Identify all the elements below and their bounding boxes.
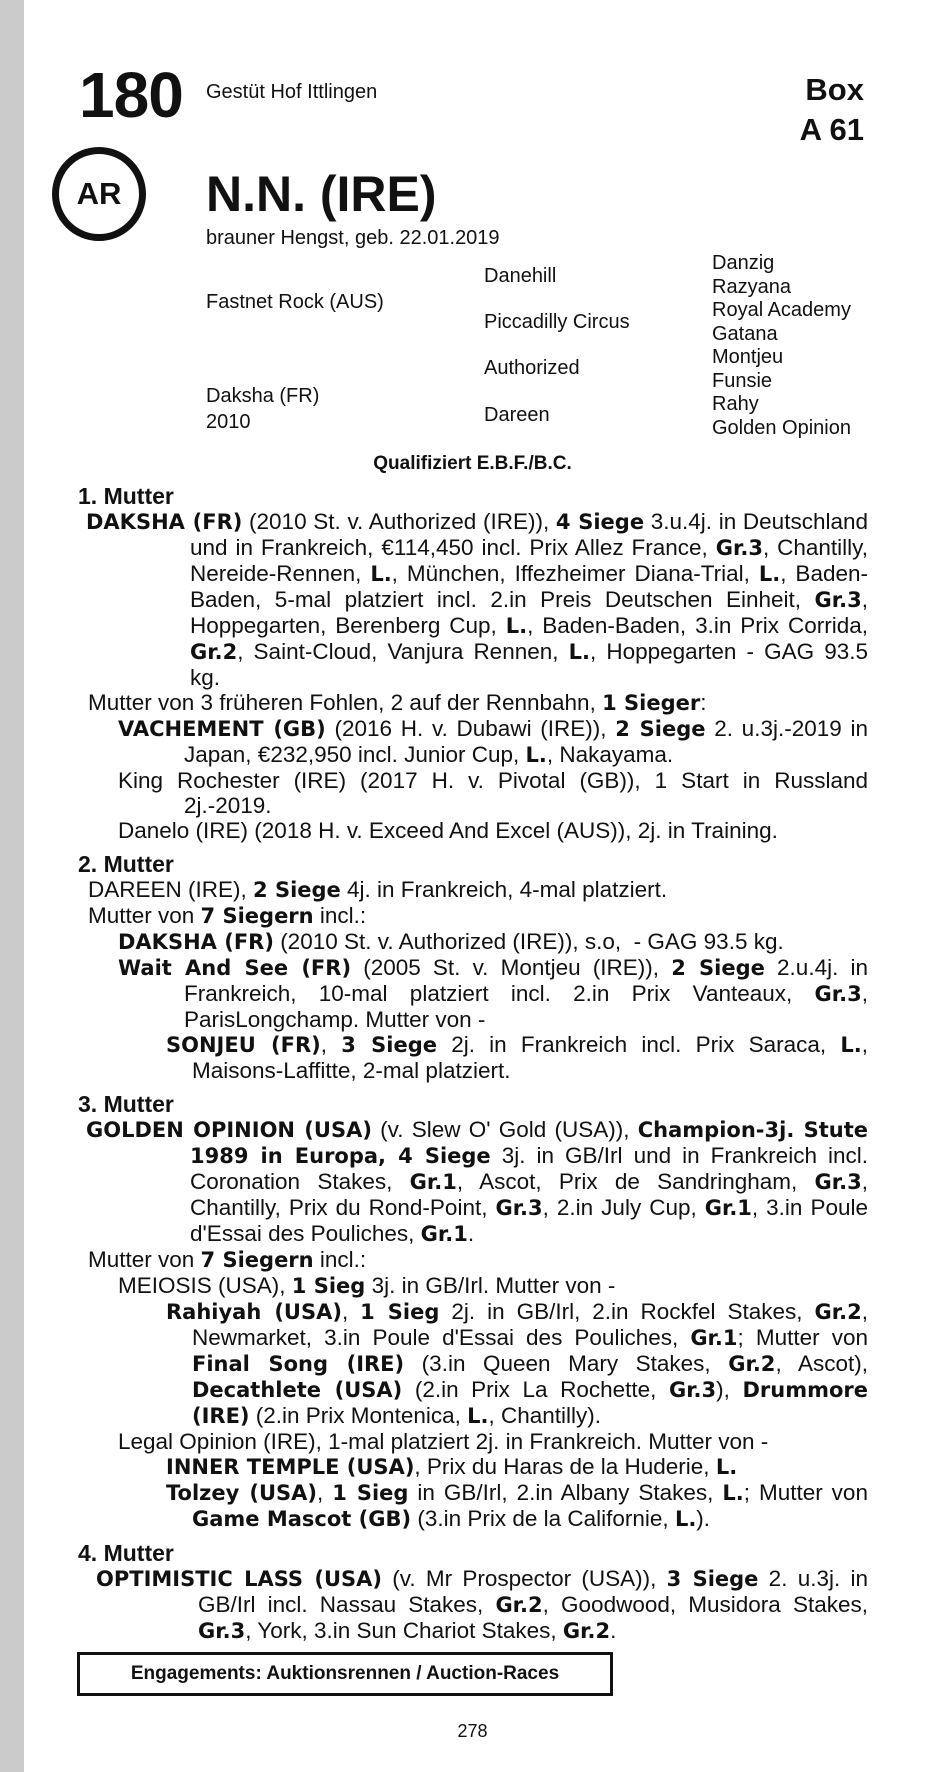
pedigree-dam-sire: Authorized	[484, 357, 580, 379]
pedigree-ancestor: Funsie	[712, 370, 773, 392]
offspring-summary: Mutter von 7 Siegern incl.:	[88, 1247, 367, 1272]
qualification-note: Qualifiziert E.B.F./B.C.	[373, 453, 572, 474]
page-side-bar	[0, 0, 24, 1772]
box-label: Box	[805, 72, 864, 107]
dam-entry: OPTIMISTIC LASS (USA) (v. Mr Prospector (USA)), 3 Siege 2. u.3j. in GB/Irl incl. Nassau Stakes, Gr.2, Goodwood, Musidora Stakes, Gr.3, York, 3.in Sun Chariot Stakes, Gr.2.	[96, 1566, 869, 1643]
section-heading-3: 3. Mutter	[78, 1091, 174, 1117]
horse-description: brauner Hengst, geb. 22.01.2019	[206, 227, 500, 249]
page-number: 278	[457, 1721, 488, 1741]
breeder-name: Gestüt Hof Ittlingen	[206, 81, 378, 103]
pedigree-sire-sire: Danehill	[484, 265, 557, 287]
pedigree-sire-dam: Piccadilly Circus	[484, 311, 630, 333]
offspring-entry: King Rochester (IRE) (2017 H. v. Pivotal (GB)), 1 Start in Russland 2j.-2019.	[118, 768, 868, 818]
dam-entry: DAKSHA (FR) (2010 St. v. Authorized (IRE)), 4 Siege 3.u.4j. in Deutschland und in Frankreich, €114,450 incl. Prix Allez France, Gr.3, Chantilly, Nereide-Rennen, L., München, Iffezheimer Diana-Trial, L., Baden-Baden, 5-mal platziert incl. 2.in Preis Deutschen Einheit, Gr.3, Hoppegarten, Berenberg Cup, L., Baden-Baden, 3.in Prix Corrida, Gr.2, Saint-Cloud, Vanjura Rennen, L., Hoppegarten - GAG 93.5 kg.	[86, 509, 868, 690]
horse-name: N.N. (IRE)	[206, 166, 437, 222]
lot-number: 180	[79, 59, 183, 131]
ar-badge: AR	[52, 147, 146, 241]
pedigree-ancestor: Gatana	[712, 323, 778, 345]
offspring-entry: Wait And See (FR) (2005 St. v. Montjeu (IRE)), 2 Siege 2.u.4j. in Frankreich, 10-mal platziert incl. 2.in Prix Vanteaux, Gr.3, ParisLongchamp. Mutter von -	[118, 955, 869, 1032]
offspring-entry: VACHEMENT (GB) (2016 H. v. Dubawi (IRE)), 2 Siege 2. u.3j.-2019 in Japan, €232,950 incl. Junior Cup, L., Nakayama.	[118, 716, 868, 767]
offspring-entry: MEIOSIS (USA), 1 Sieg 3j. in GB/Irl. Mutter von -	[118, 1273, 616, 1298]
offspring-summary: Mutter von 7 Siegern incl.:	[88, 903, 367, 928]
offspring-summary: Mutter von 3 früheren Fohlen, 2 auf der Rennbahn, 1 Sieger:	[88, 690, 707, 715]
dam-entry: DAREEN (IRE), 2 Siege 4j. in Frankreich, 4-mal platziert.	[88, 877, 668, 902]
section-heading-2: 2. Mutter	[78, 851, 174, 877]
pedigree-dam-year: 2010	[206, 411, 251, 433]
grand-offspring-entry: Tolzey (USA), 1 Sieg in GB/Irl, 2.in Albany Stakes, L.; Mutter von Game Mascot (GB) (3.in Prix de la Californie, L.).	[166, 1480, 868, 1531]
pedigree-ancestor: Golden Opinion	[712, 417, 851, 439]
engagements-box: Engagements: Auktionsrennen / Auction-Races	[77, 1652, 613, 1696]
pedigree-dam-dam: Dareen	[484, 404, 550, 426]
section-heading-4: 4. Mutter	[78, 1540, 174, 1566]
box-number: A 61	[799, 112, 864, 147]
grand-offspring-entry: INNER TEMPLE (USA), Prix du Haras de la Huderie, L.	[166, 1454, 738, 1479]
pedigree-ancestor: Razyana	[712, 276, 791, 298]
offspring-entry: DAKSHA (FR) (2010 St. v. Authorized (IRE)), s.o, - GAG 93.5 kg.	[118, 929, 784, 954]
dam-entry: GOLDEN OPINION (USA) (v. Slew O' Gold (USA)), Champion-3j. Stute 1989 in Europa, 4 Siege 3j. in GB/Irl und in Frankreich incl. Coronation Stakes, Gr.1, Ascot, Prix de Sandringham, Gr.3, Chantilly, Prix du Rond-Point, Gr.3, 2.in July Cup, Gr.1, 3.in Poule d'Essai des Pouliches, Gr.1.	[86, 1117, 868, 1246]
grand-offspring-entry: Rahiyah (USA), 1 Sieg 2j. in GB/Irl, 2.in Rockfel Stakes, Gr.2, Newmarket, 3.in Poule d'Essai des Pouliches, Gr.1; Mutter von Final Song (IRE) (3.in Queen Mary Stakes, Gr.2, Ascot), Decathlete (USA) (2.in Prix La Rochette, Gr.3), Drummore (IRE) (2.in Prix Montenica, L., Chantilly).	[166, 1299, 869, 1428]
pedigree-dam: Daksha (FR)	[206, 385, 320, 407]
pedigree-sire: Fastnet Rock (AUS)	[206, 291, 384, 313]
section-heading-1: 1. Mutter	[78, 483, 174, 509]
pedigree-ancestor: Montjeu	[712, 346, 784, 368]
grand-offspring-entry: SONJEU (FR), 3 Siege 2j. in Frankreich incl. Prix Saraca, L., Maisons-Laffitte, 2-mal platziert.	[166, 1032, 868, 1083]
pedigree-ancestor: Royal Academy	[712, 299, 851, 321]
pedigree-ancestor: Rahy	[712, 393, 759, 415]
pedigree-ancestor: Danzig	[712, 252, 775, 274]
offspring-entry: Legal Opinion (IRE), 1-mal platziert 2j. in Frankreich. Mutter von -	[118, 1429, 769, 1454]
offspring-entry: Danelo (IRE) (2018 H. v. Exceed And Excel (AUS)), 2j. in Training.	[118, 818, 778, 843]
dam-line-text	[78, 484, 868, 1644]
